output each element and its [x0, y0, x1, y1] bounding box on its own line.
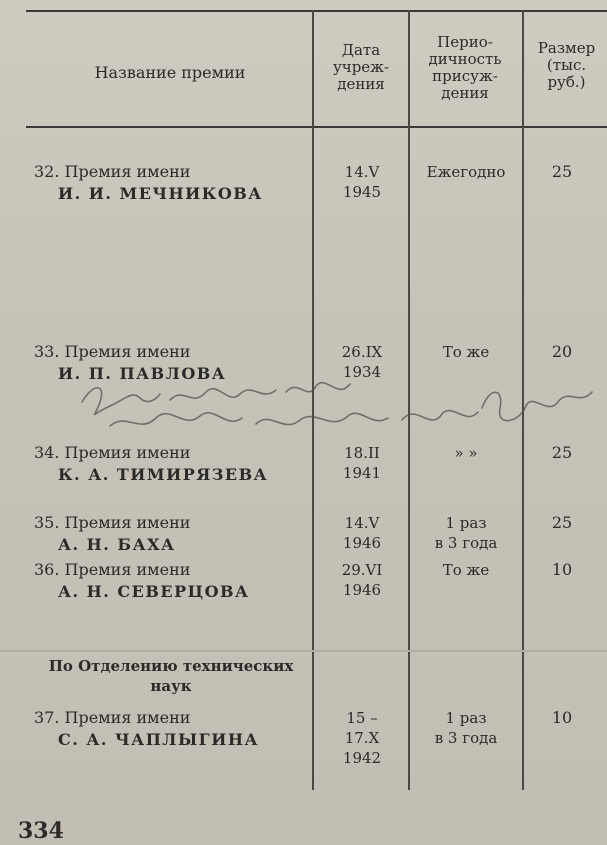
table-row: [0, 708, 607, 768]
handwritten-annotation: [80, 372, 600, 442]
table-row: [0, 162, 607, 222]
prize-size: 25: [551, 162, 573, 181]
establish-date: 14.V 1945: [342, 163, 382, 201]
header-prize-name: Название премии: [94, 63, 246, 82]
laureate-name: И. И. МЕЧНИКОВА: [58, 184, 263, 203]
section-divider: [0, 650, 607, 652]
prize-size: 25: [551, 443, 573, 462]
section-title: По Отделению технических наук: [48, 657, 294, 695]
prize-size: 10: [551, 708, 573, 727]
laureate-name: А. Н. СЕВЕРЦОВА: [58, 582, 250, 601]
establish-date: 18.II 1941: [342, 444, 382, 482]
row-number-label: 36. Премия имени: [34, 560, 191, 579]
table-row: [0, 560, 607, 620]
award-frequency: » »: [454, 444, 478, 462]
prize-size: 25: [551, 513, 573, 532]
award-frequency: Ежегодно: [426, 163, 506, 181]
table-row: [0, 443, 607, 503]
row-number-label: 33. Премия имени: [34, 342, 191, 361]
row-number-label: 34. Премия имени: [34, 443, 191, 462]
header-prize-size: Размер (тыс. руб.): [537, 39, 596, 91]
row-number-label: 37. Премия имени: [34, 708, 191, 727]
award-frequency: 1 раз в 3 года: [434, 709, 498, 747]
header-award-frequency: Перио- дичность присуж- дения: [428, 33, 502, 102]
establish-date: 29.VI 1946: [341, 561, 383, 599]
award-frequency: То же: [442, 343, 490, 361]
award-frequency: То же: [442, 561, 490, 579]
laureate-name: С. А. ЧАПЛЫГИНА: [58, 730, 259, 749]
laureate-name: И. П. ПАВЛОВА: [58, 364, 227, 383]
establish-date: 26.IX 1934: [341, 343, 383, 381]
laureate-name: К. А. ТИМИРЯЗЕВА: [58, 465, 269, 484]
award-frequency: 1 раз в 3 года: [434, 514, 498, 552]
row-number-label: 32. Премия имени: [34, 162, 191, 181]
prize-size: 10: [551, 560, 573, 579]
table-header-rule: [26, 126, 607, 128]
row-number-label: 35. Премия имени: [34, 513, 191, 532]
establish-date: 14.V 1946: [342, 514, 382, 552]
header-establish-date: Дата учреж- дения: [332, 41, 390, 93]
laureate-name: А. Н. БАХА: [58, 535, 176, 554]
prize-size: 20: [551, 342, 573, 361]
table-top-rule: [26, 10, 607, 12]
establish-date: 15 – 17.X 1942: [342, 709, 382, 767]
page-number: 334: [18, 818, 64, 844]
